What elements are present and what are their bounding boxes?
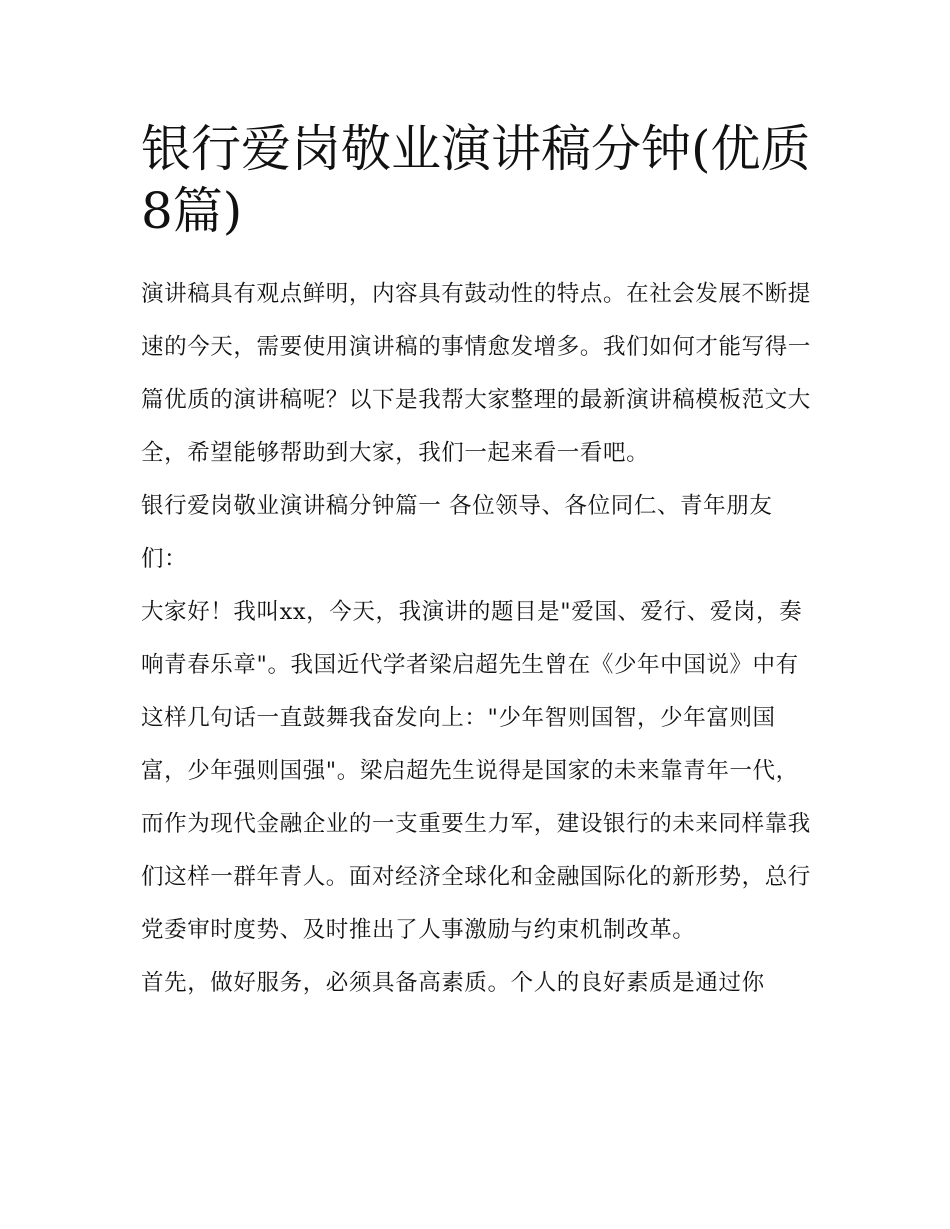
body-paragraph: 大家好！我叫xx，今天，我演讲的题目是"爱国、爱行、爱岗，奏响青春乐章"。我国近代学者梁启超先生曾在《少年中国说》中有这样几句话一直鼓舞我奋发向上："少年智则国智，少年富则国富，少年强则国强"。梁启超先生说得是国家的未来靠青年一代，而作为现代金融企业的一支重要生力军，建设银行的未来同样靠我们这样一群年青人。面对经济全球化和金融国际化的新形势，总行党委审时度势、及时推出了人事激励与约束机制改革。	[141, 599, 811, 943]
body-paragraph: 首先，做好服务，必须具备高素质。个人的良好素质是通过你	[141, 970, 765, 996]
intro-paragraph: 演讲稿具有观点鲜明，内容具有鼓动性的特点。在社会发展不断提速的今天，需要使用演讲稿的事情愈发增多。我们如何才能写得一篇优质的演讲稿呢？以下是我帮大家整理的最新演讲稿模板范文大全，希望能够帮助到大家，我们一起来看一看吧。	[141, 281, 811, 466]
document-content	[141, 118, 813, 1010]
document-title: 银行爱岗敬业演讲稿分钟(优质8篇)	[141, 120, 811, 240]
section-heading-paragraph: 银行爱岗敬业演讲稿分钟篇一 各位领导、各位同仁、青年朋友们：	[141, 493, 773, 572]
